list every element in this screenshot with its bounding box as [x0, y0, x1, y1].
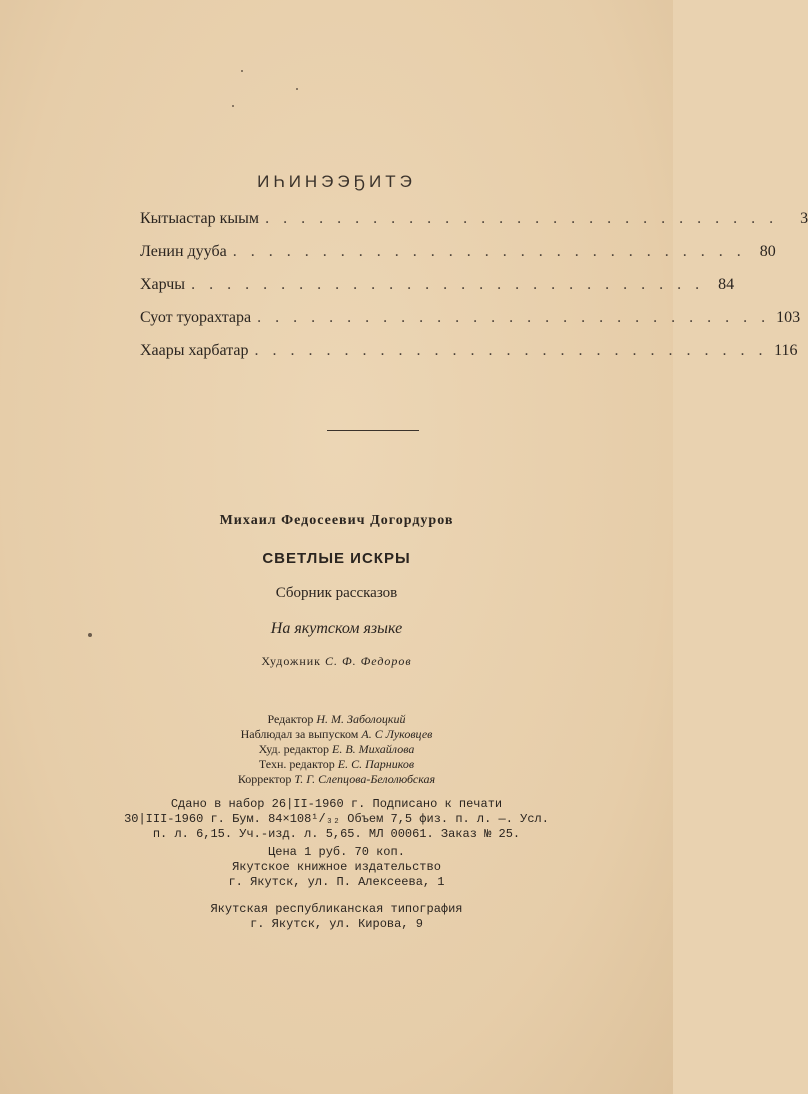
- toc-entry-page: 3: [800, 210, 808, 227]
- credit-line: [0, 712, 673, 727]
- imprint-line: Сдано в набор 26|II-1960 г. Подписано к печати: [170, 797, 503, 811]
- contents-heading: ИҺИНЭЭҔИТЭ: [257, 172, 416, 191]
- credit-name: Е. С. Парников: [337, 757, 415, 771]
- toc-leader-dots: . . . . . . . . . . . . . . . . . . . . . . . . . . . . .: [254, 342, 768, 359]
- book-artist: [0, 654, 673, 669]
- credit-line: [0, 727, 673, 742]
- toc-entry-title: Суот туорахтара: [140, 309, 252, 326]
- toc-leader-dots: . . . . . . . . . . . . . . . . . . . . . . . . . . . . .: [257, 309, 771, 326]
- credit-name: Н. М. Заболоцкий: [316, 712, 406, 726]
- printer-info: [0, 902, 673, 932]
- credit-name: Е. В. Михайлова: [331, 742, 415, 756]
- artist-name: С. Ф. Федоров: [325, 654, 412, 668]
- credit-role: Техн. редактор: [258, 757, 335, 771]
- book-language: На якутском языке: [270, 620, 403, 637]
- toc-leader-dots: . . . . . . . . . . . . . . . . . . . . . . . . . . . . .: [265, 210, 779, 227]
- table-of-contents: [140, 210, 808, 375]
- printer-name: Якутская республиканская типография: [210, 902, 463, 916]
- credit-line: [0, 757, 673, 772]
- toc-leader-dots: . . . . . . . . . . . . . . . . . . . . . . . . . . . . .: [232, 243, 746, 260]
- toc-entry: [140, 309, 801, 342]
- credit-line: [0, 742, 673, 757]
- credit-name: А. С Луковцев: [361, 727, 433, 741]
- credit-name: Т. Г. Слепцова-Белолюбская: [294, 772, 436, 786]
- book-title: СВЕТЛЫЕ ИСКРЫ: [262, 550, 411, 567]
- imprint-line: 30|III-1960 г. Бум. 84×108¹/₃₂ Объем 7,5 физ. п. л. —. Усл.: [124, 812, 549, 826]
- printing-imprint: [0, 797, 673, 842]
- toc-entry: [140, 210, 808, 243]
- printer-address: г. Якутск, ул. Кирова, 9: [250, 917, 423, 931]
- price-line: Цена 1 руб. 70 коп.: [268, 845, 405, 859]
- toc-entry-title: Ленин дууба: [140, 243, 227, 260]
- credit-role: Худ. редактор: [258, 742, 329, 756]
- toc-entry-page: 84: [718, 276, 735, 293]
- toc-leader-dots: . . . . . . . . . . . . . . . . . . . . . . . . . . . . .: [191, 276, 705, 293]
- toc-entry-title: Харчы: [140, 276, 186, 293]
- imprint-line: п. л. 6,15. Уч.-изд. л. 5,65. МЛ 00061. Заказ № 25.: [152, 827, 521, 841]
- toc-entry: [140, 243, 776, 276]
- toc-entry-page: 103: [776, 309, 801, 326]
- publisher-address: г. Якутск, ул. П. Алексеева, 1: [228, 875, 445, 889]
- section-divider: [327, 430, 419, 431]
- publisher-info: [0, 845, 673, 890]
- toc-entry-title: Хаары харбатар: [140, 342, 249, 359]
- toc-entry-page: 116: [774, 342, 798, 359]
- publisher-name: Якутское книжное издательство: [232, 860, 441, 874]
- toc-entry: [140, 276, 735, 309]
- credit-line: [0, 772, 673, 787]
- toc-entry-page: 80: [759, 243, 776, 260]
- book-subtitle: Сборник рассказов: [275, 585, 398, 601]
- paper-speck: [232, 105, 234, 107]
- toc-entry-title: Кытыастар кыым: [140, 210, 260, 227]
- artist-role: Художник: [261, 654, 321, 668]
- author-name: Михаил Федосеевич Догордуров: [219, 513, 454, 528]
- credit-role: Наблюдал за выпуском: [240, 727, 359, 741]
- paper-speck: [241, 70, 243, 72]
- editorial-credits: [0, 712, 673, 787]
- toc-entry: [140, 342, 798, 375]
- paper-speck: [296, 88, 298, 90]
- credit-role: Корректор: [237, 772, 292, 786]
- credit-role: Редактор: [267, 712, 314, 726]
